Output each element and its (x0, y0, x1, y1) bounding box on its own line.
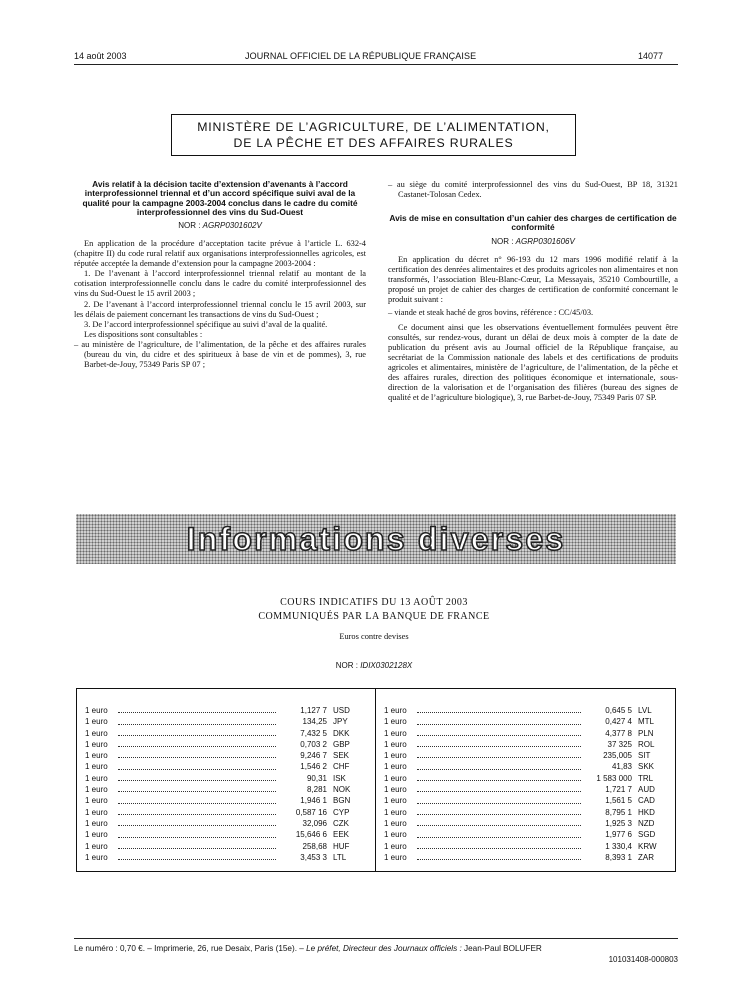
rate-value: 8,281 (306, 785, 327, 795)
rate-currency-code: NZD (638, 818, 655, 828)
rate-value: 3,453 3 (300, 852, 327, 862)
rate-value: 0,645 5 (605, 706, 632, 715)
rate-value: 9,246 7 (300, 751, 327, 761)
article-1-nor (74, 221, 366, 231)
article-1-nor-label: NOR : (178, 221, 201, 231)
rate-leader-dots (118, 723, 276, 725)
rate-unit: 1 euro (85, 796, 108, 806)
rate-row (384, 829, 670, 840)
rate-currency-code: CAD (638, 796, 655, 806)
article-2-nor-code: AGRP0301606V (515, 236, 575, 246)
rate-currency-code: HKD (638, 807, 655, 817)
rates-nor (0, 661, 748, 670)
rate-leader-dots (118, 756, 276, 758)
rate-value: 7,432 5 (300, 728, 327, 738)
rate-row (85, 829, 365, 840)
article-2-list-item: – viande et steak haché de gros bovins, référence : CC/45/03. (388, 307, 594, 317)
rate-leader-dots (118, 790, 276, 792)
rate-currency-code: LVL (638, 706, 652, 715)
rate-row (384, 841, 670, 852)
rate-leader-dots (417, 756, 581, 758)
rate-leader-dots (417, 723, 581, 725)
rate-currency-code: JPY (333, 717, 348, 727)
rate-value: 258,68 (302, 841, 327, 851)
article-1-paragraph: En application de la procédure d’acceptation tacite prévue à l’article L. 632-4 (chapitre II) du code rural relatif aux organisations interprofessionnelles agricoles, est réputée acceptée la demande d’extension pour la campagne 2003-2004 : (74, 239, 366, 269)
rate-currency-code: CZK (333, 818, 349, 828)
article-1-paragraph: 1. De l’avenant à l’accord interprofessionnel triennal relatif au montant de la cotisation interprofessionnelle conclu dans le cadre du comité interprofessionnel des vins du Sud-Ouest le 15 avril 2003 ; (74, 269, 366, 299)
rate-unit: 1 euro (85, 830, 108, 840)
rate-row (384, 852, 670, 863)
article-1-list (74, 340, 366, 370)
header-page-number: 14077 (638, 51, 664, 61)
rates-table-divider (375, 688, 376, 872)
footer-name: Jean-Paul BOLUFER (464, 944, 542, 953)
rate-row (384, 784, 670, 795)
footer-rule (74, 938, 678, 939)
rates-title-line-1: COURS INDICATIFS DU 13 AOÛT 2003 (280, 597, 468, 608)
rate-currency-code: SEK (333, 751, 350, 761)
article-2-paragraph: En application du décret n° 96-193 du 12 mars 1996 modifié relatif à la certification des denrées alimentaires et des produits agricoles non alimentaires et non transformés, l’association Bleu-Blanc-Cœur, La Messayais, 35210 Combourtille, a proposé un projet de cahier des charges de certification de conformité concernant le produit suivant : (388, 254, 678, 304)
rate-leader-dots (417, 847, 581, 849)
rate-currency-code: SKK (638, 762, 655, 772)
rate-value: 1,127 7 (300, 706, 327, 715)
rate-row (85, 728, 365, 739)
rate-unit: 1 euro (384, 706, 407, 715)
rate-leader-dots (417, 711, 581, 713)
rate-unit: 1 euro (384, 773, 407, 783)
rate-row (384, 773, 670, 784)
rate-currency-code: ZAR (638, 852, 654, 862)
rate-value: 1,561 5 (605, 796, 632, 806)
article-2-title: Avis de mise en consultation d’un cahier des charges de certification de conformité (389, 213, 677, 233)
rate-unit: 1 euro (384, 739, 407, 749)
rates-nor-code: IDIX0302128X (360, 661, 413, 670)
ministry-line-2: DE LA PÊCHE ET DES AFFAIRES RURALES (233, 136, 514, 150)
rate-leader-dots (417, 858, 581, 860)
rate-row (85, 818, 365, 829)
rate-row (384, 795, 670, 806)
rate-leader-dots (417, 779, 581, 781)
rate-row (85, 761, 365, 772)
rate-row (384, 739, 670, 750)
header-journal-title: JOURNAL OFFICIEL DE LA RÉPUBLIQUE FRANÇAISE (245, 51, 477, 61)
rate-currency-code: KRW (638, 841, 657, 851)
article-2-paragraph: Ce document ainsi que les observations éventuellement formulées peuvent être consultés, sur rendez-vous, durant un délai de deux mois à compter de la date de publication du présent avis au Journal officiel de la République française, au secrétariat de la Commission nationale des labels et des certifications de produits agricoles et alimentaires, ministère de l’agriculture, de l’alimentation, de la pêche et des affaires rurales, direction des politiques économique et internationale, sous-direction de la valorisation et de l’organisation des filières (bureau des signes de qualité et de l’agriculture biologique), 3, rue Barbet-de-Jouy, 75349 Paris 07 SP. (388, 323, 678, 403)
rate-unit: 1 euro (384, 807, 407, 817)
rate-leader-dots (118, 745, 276, 747)
article-1-title: Avis relatif à la décision tacite d’extension d’avenants à l’accord interprofessionnel triennal et d’un accord spécifique suivi aval de la qualité pour la campagne 2003-2004 conclus dans le cadre du comité interprofessionnel des vins du Sud-Ouest (82, 179, 358, 217)
rate-row (85, 739, 365, 750)
article-1-nor-code: AGRP0301602V (202, 221, 262, 231)
rate-row (85, 784, 365, 795)
column-left (74, 180, 366, 370)
header-date: 14 août 2003 (74, 51, 127, 61)
rate-currency-code: EEK (333, 830, 350, 840)
rate-unit: 1 euro (85, 706, 108, 715)
rate-unit: 1 euro (85, 818, 108, 828)
rate-currency-code: MTL (638, 717, 654, 727)
rate-row (384, 728, 670, 739)
rate-unit: 1 euro (85, 852, 108, 862)
rate-value: 1,977 6 (605, 830, 632, 840)
article-1-paragraph: 3. De l’accord interprofessionnel spécifique au suivi d’aval de la qualité. (84, 319, 328, 329)
article-1-paragraph: Les dispositions sont consultables : (84, 329, 203, 339)
rate-row (85, 773, 365, 784)
rate-unit: 1 euro (85, 762, 108, 772)
rate-unit: 1 euro (384, 818, 407, 828)
rate-row (384, 750, 670, 761)
footer-signatory: Le préfet, Directeur des Journaux officiels : (306, 944, 462, 953)
article-1-list-item: – au siège du comité interprofessionnel des vins du Sud-Ouest, BP 18, 31321 Castanet-Tolosan Cedex. (388, 180, 678, 200)
rate-leader-dots (417, 745, 581, 747)
rate-value: 41,83 (611, 762, 632, 772)
rate-row (85, 852, 365, 863)
footer-code: 101031408-000803 (608, 955, 678, 964)
rate-unit: 1 euro (384, 796, 407, 806)
rate-currency-code: NOK (333, 785, 351, 795)
rate-currency-code: AUD (638, 785, 655, 795)
ministry-box (171, 114, 576, 156)
rate-leader-dots (417, 824, 581, 826)
rate-leader-dots (118, 858, 276, 860)
rate-leader-dots (417, 802, 581, 804)
rates-title-line-2: COMMUNIQUÉS PAR LA BANQUE DE FRANCE (258, 611, 490, 622)
rate-currency-code: ROL (638, 739, 655, 749)
rate-unit: 1 euro (85, 785, 108, 795)
rate-unit: 1 euro (384, 728, 407, 738)
rate-unit: 1 euro (384, 717, 407, 727)
rate-unit: 1 euro (85, 751, 108, 761)
rate-leader-dots (417, 836, 581, 838)
rate-unit: 1 euro (384, 841, 407, 851)
rate-unit: 1 euro (384, 751, 407, 761)
rate-row (85, 716, 365, 727)
rate-leader-dots (118, 824, 276, 826)
rate-currency-code: GBP (333, 739, 350, 749)
rate-row (384, 818, 670, 829)
rate-unit: 1 euro (384, 852, 407, 862)
ministry-line-1: MINISTÈRE DE L’AGRICULTURE, DE L’ALIMENTATION, (197, 120, 550, 134)
rate-unit: 1 euro (85, 717, 108, 727)
article-2-nor (388, 237, 678, 247)
section-banner (76, 514, 676, 564)
rate-leader-dots (118, 711, 276, 713)
rate-currency-code: CYP (333, 807, 350, 817)
rate-currency-code: HUF (333, 841, 350, 851)
rate-unit: 1 euro (85, 739, 108, 749)
rate-currency-code: USD (333, 706, 350, 715)
rate-value: 32,096 (302, 818, 327, 828)
rate-currency-code: BGN (333, 796, 351, 806)
rates-column-left (85, 705, 365, 863)
rate-row (85, 750, 365, 761)
rate-value: 0,587 16 (295, 807, 327, 817)
rate-leader-dots (118, 779, 276, 781)
rate-leader-dots (417, 790, 581, 792)
rate-currency-code: SGD (638, 830, 656, 840)
section-banner-title: Informations diverses (186, 520, 566, 557)
rate-currency-code: CHF (333, 762, 350, 772)
rate-leader-dots (118, 768, 276, 770)
rate-leader-dots (417, 813, 581, 815)
rate-row (85, 841, 365, 852)
rate-currency-code: TRL (638, 773, 654, 783)
article-1-list-continued (388, 180, 678, 200)
rate-value: 1 583 000 (596, 773, 632, 783)
rates-nor-label: NOR : (335, 661, 358, 670)
rate-value: 1,946 1 (300, 796, 327, 806)
rate-leader-dots (118, 802, 276, 804)
rate-value: 1,721 7 (605, 785, 632, 795)
rate-unit: 1 euro (85, 773, 108, 783)
rates-column-right (384, 705, 670, 863)
footer-imprint (74, 944, 678, 953)
rate-value: 4,377 8 (605, 728, 632, 738)
rates-subtitle: Euros contre devises (339, 632, 409, 641)
rate-leader-dots (118, 813, 276, 815)
rate-value: 1,546 2 (300, 762, 327, 772)
rate-value: 8,795 1 (605, 807, 632, 817)
article-1-paragraph: 2. De l’avenant à l’accord interprofessionnel triennal conclu le 15 avril 2003, sur les délais de paiement concernant les transactions de vins du Sud-Ouest ; (74, 299, 366, 319)
rate-leader-dots (118, 836, 276, 838)
rate-value: 134,25 (302, 717, 327, 727)
header-rule (74, 64, 678, 65)
rate-leader-dots (118, 734, 276, 736)
rate-row (384, 716, 670, 727)
article-2-list (388, 308, 678, 318)
rate-row (85, 807, 365, 818)
rate-currency-code: LTL (333, 852, 347, 862)
rate-leader-dots (118, 847, 276, 849)
rate-currency-code: SIT (638, 751, 651, 761)
rate-leader-dots (417, 768, 581, 770)
rate-value: 90,31 (306, 773, 327, 783)
rate-value: 0,703 2 (300, 739, 327, 749)
rate-row (85, 705, 365, 716)
rate-currency-code: DKK (333, 728, 350, 738)
rate-currency-code: PLN (638, 728, 654, 738)
rate-unit: 1 euro (384, 830, 407, 840)
rate-value: 15,646 6 (295, 830, 327, 840)
rate-currency-code: ISK (333, 773, 346, 783)
footer-price: Le numéro : 0,70 €. – Imprimerie, 26, rue Desaix, Paris (15e). – (74, 944, 304, 953)
rate-value: 8,393 1 (605, 852, 632, 862)
rate-unit: 1 euro (85, 807, 108, 817)
column-right (388, 180, 678, 403)
rate-row (384, 807, 670, 818)
rate-value: 1,925 3 (605, 818, 632, 828)
rate-unit: 1 euro (85, 728, 108, 738)
rate-value: 235,005 (603, 751, 632, 761)
rate-unit: 1 euro (384, 762, 407, 772)
rate-row (384, 705, 670, 716)
rate-value: 0,427 4 (605, 717, 632, 727)
rate-value: 1 330,4 (605, 841, 632, 851)
rate-row (384, 761, 670, 772)
rate-value: 37 325 (607, 739, 632, 749)
rate-unit: 1 euro (384, 785, 407, 795)
rate-row (85, 795, 365, 806)
article-2-nor-label: NOR : (491, 236, 514, 246)
rate-unit: 1 euro (85, 841, 108, 851)
rate-leader-dots (417, 734, 581, 736)
article-1-list-item: – au ministère de l’agriculture, de l’alimentation, de la pêche et des affaires rurales (bureau du vin, du cidre et des spiritueux à base de vin et de pommes), 3, rue Barbet-de-Jouy, 75349 Paris SP 07 ; (74, 339, 366, 369)
